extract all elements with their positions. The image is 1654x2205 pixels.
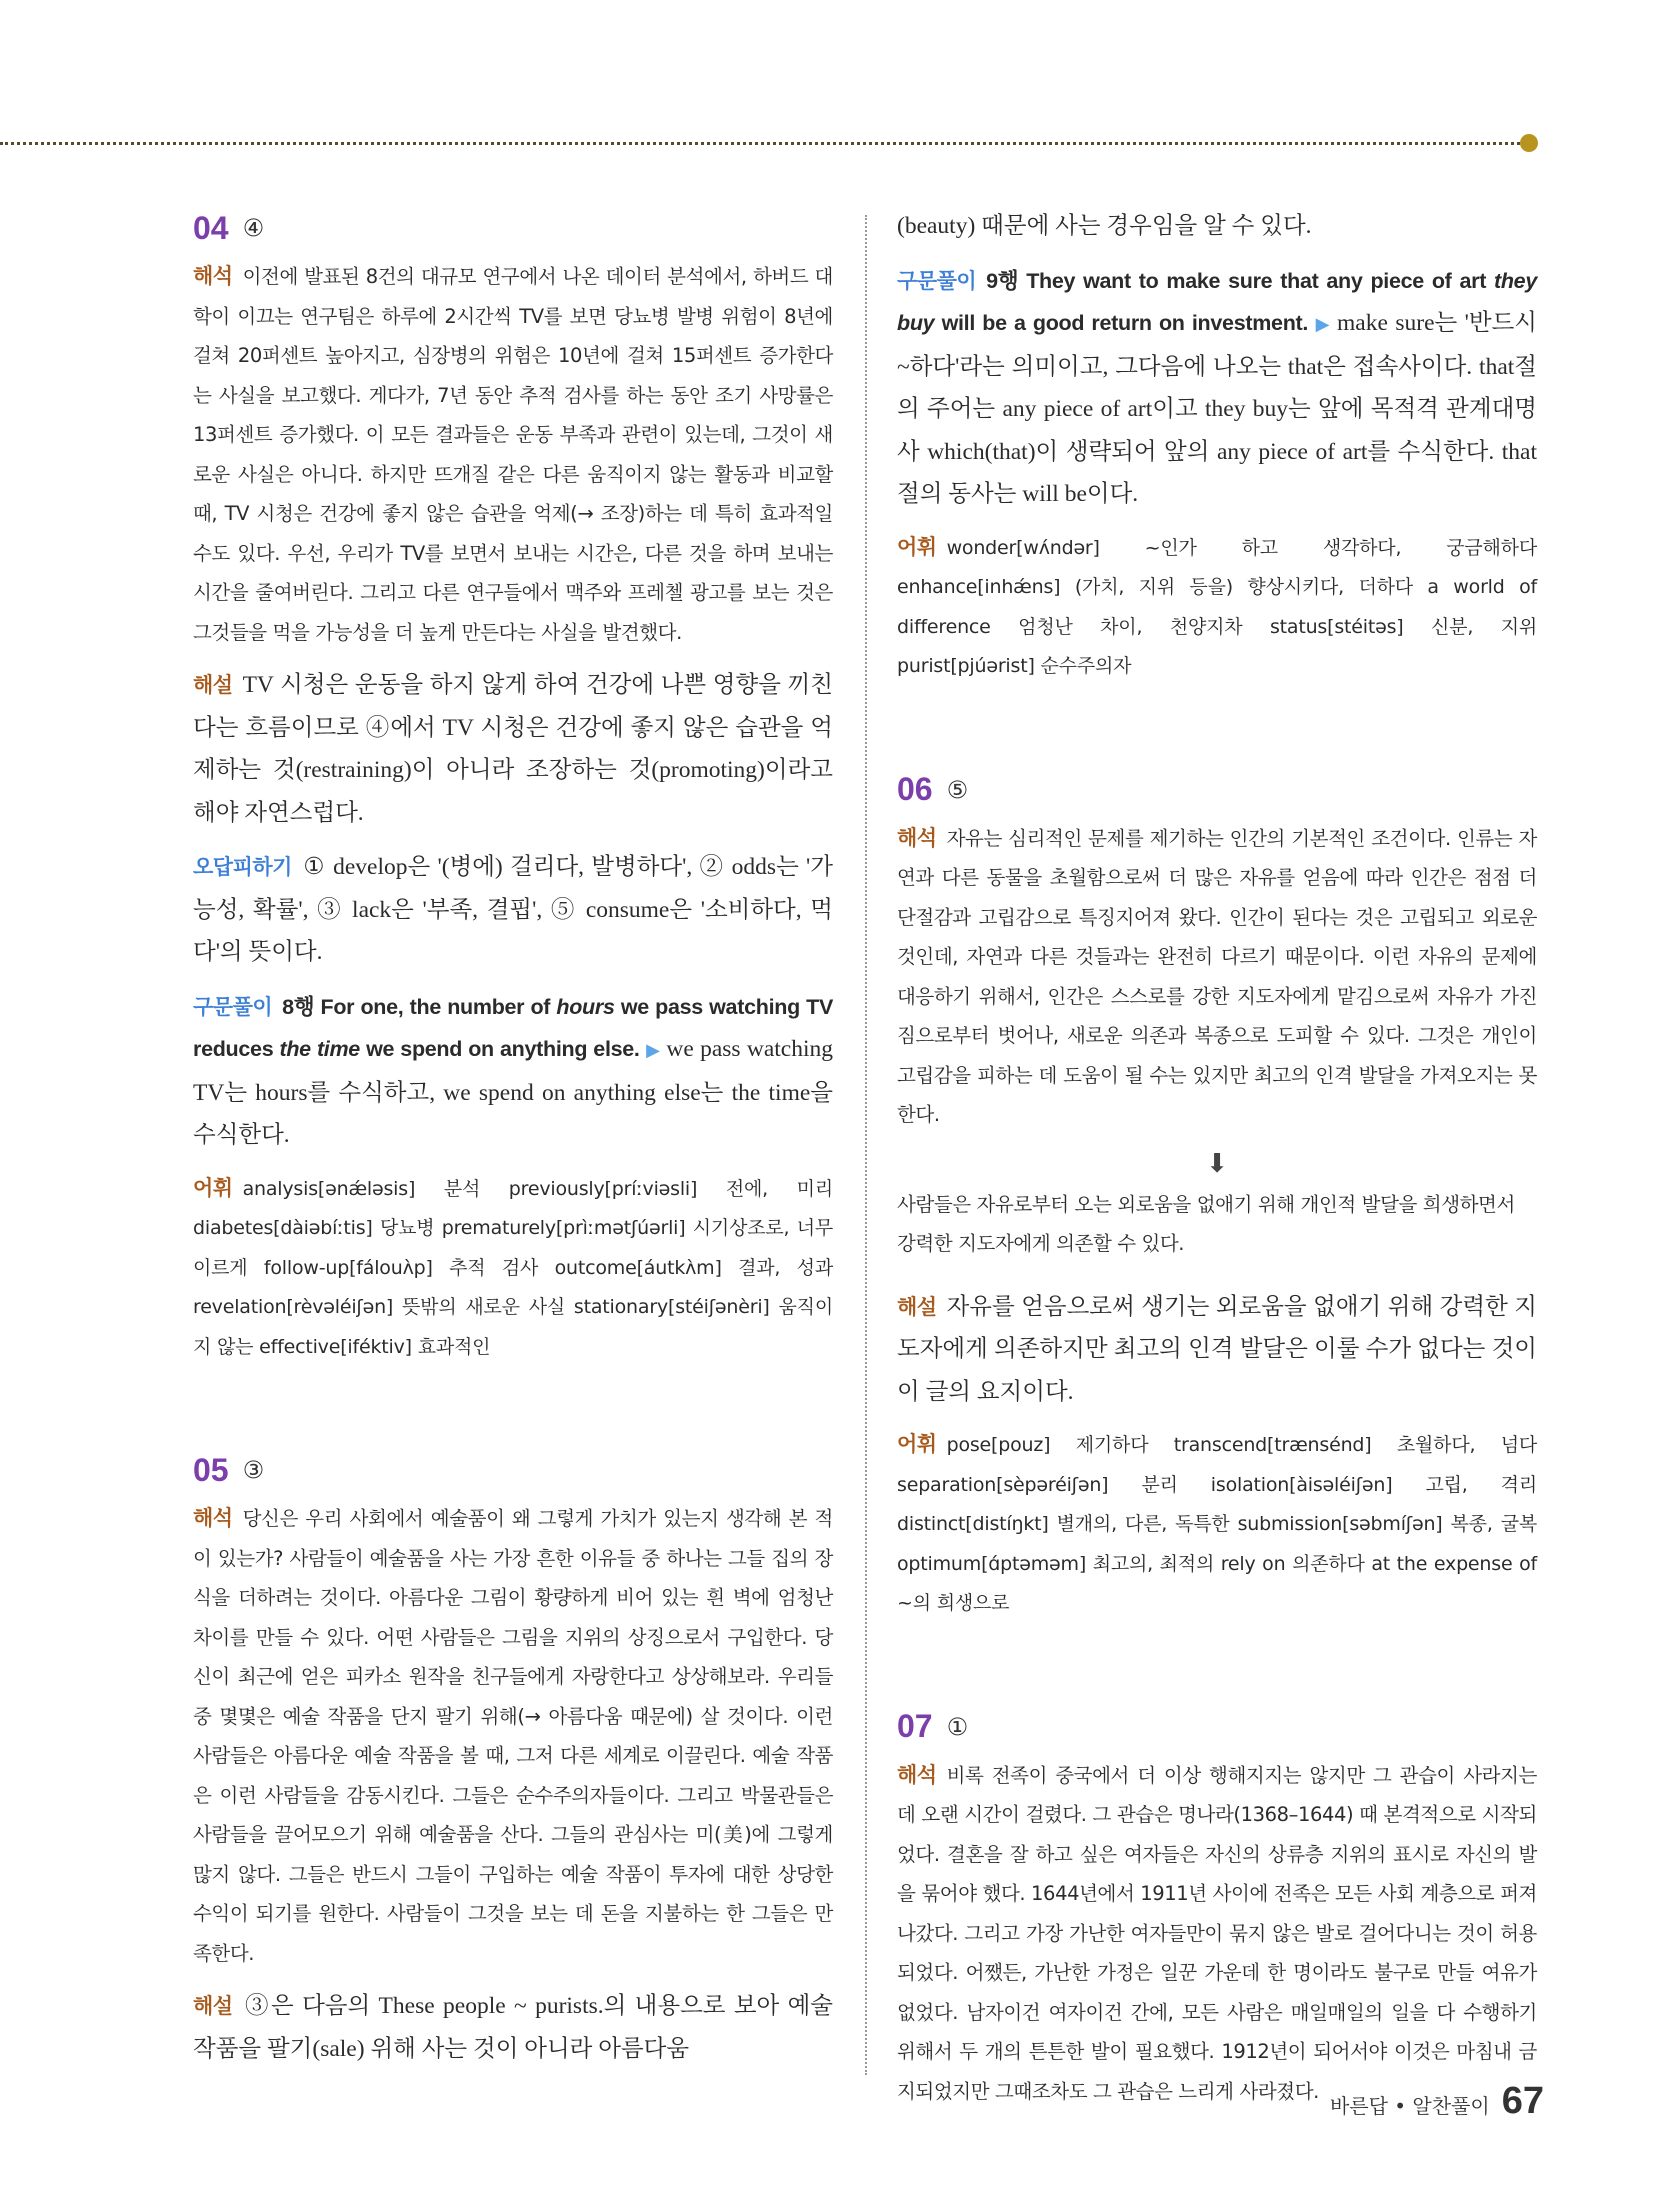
grammar-sentence-italic: the time: [279, 1037, 360, 1061]
grammar-sentence-part: we spend on anything else.: [359, 1037, 640, 1061]
translation-paragraph: [897, 819, 1537, 1135]
triangle-pointer-icon: ▶: [1314, 314, 1332, 334]
grammar-sentence-italic: they buy: [897, 268, 1537, 335]
page-number: 67: [1501, 2080, 1544, 2122]
question-05-continued: [897, 205, 1537, 687]
answer-mark: ④: [242, 214, 265, 242]
vocabulary-label: 어휘: [193, 1175, 233, 1200]
vocabulary-paragraph: [193, 1169, 833, 1368]
question-number: 07: [897, 1708, 933, 1744]
explanation-label: 해설: [193, 673, 233, 697]
vocabulary-text: wonder[wʌ́ndər] ~인가 하고 생각하다, 궁금해하다 enhance[inhǽns] (가치, 지위 등을) 향상시키다, 더하다 a world of difference 엄청난 차이, 천양지차 status[stéitəs] 신분, 지위 purist[pjúərist] 순수주의자: [897, 536, 1537, 677]
translation-label: 해석: [897, 825, 937, 850]
wrong-answer-label: 오답피하기: [193, 855, 292, 879]
summary-sentence: 사람들은 자유로부터 오는 외로움을 없애기 위해 개인적 발달을 희생하면서 강력한 지도자에게 의존할 수 있다.: [897, 1192, 1515, 1255]
translation-text: 비록 전족이 중국에서 더 이상 행해지지는 않지만 그 관습이 사라지는 데 오랜 시간이 걸렸다. 그 관습은 명나라(1368–1644) 때 본격적으로 시작되었다. 결혼을 잘 하고 싶은 여자들은 자신의 상류층 지위의 표시로 자신의 발을 묶어야 했다. 1644년에서 1911년 사이에 전족은 모든 사회 계층으로 퍼져 나갔다. 그리고 가장 가난한 여자들만이 묶지 않은 발로 걸어다니는 것이 허용되었다. 어쨌든, 가난한 가정은 일꾼 가운데 한 명이라도 불구로 만들 여유가 없었다. 남자이건 여자이건 간에, 모든 사람은 매일매일의 일을 다 수행하기 위해서 두 개의 튼튼한 발이 필요했다. 1912년이 되어서야 이것은 마침내 금지되었지만 그때조차도 그 관습은 느리게 사라졌다.: [897, 1763, 1537, 2103]
grammar-explanation: we pass watching TV는 hours를 수식하고, we spend on anything else는 the time을 수식한다.: [193, 1036, 834, 1148]
translation-label: 해석: [897, 1762, 937, 1787]
grammar-sentence-part: will be a good return on investment.: [934, 311, 1309, 335]
wrong-answer-text: ① develop은 '(병에) 걸리다, 발병하다', ② odds는 '가능성, 확률', ③ lack은 '부족, 결핍', ⑤ consume은 '소비하다, 먹다'의 뜻이다.: [193, 854, 833, 965]
explanation-continued: (beauty) 때문에 사는 경우임을 알 수 있다.: [897, 213, 1312, 239]
translation-text: 자유는 심리적인 문제를 제기하는 인간의 기본적인 조건이다. 인류는 자연과 다른 동물을 초월함으로써 더 많은 자유를 얻음에 따라 인간은 점점 더 단절감과 고립감으로 특징지어져 왔다. 인간이 된다는 것은 고립되고 외로운 것인데, 자연과 다른 것들과는 완전히 다르기 때문이다. 이런 자유의 문제에 대응하기 위해서, 인간은 스스로를 강한 지도자에게 맡김으로써 자유가 가진 짐으로부터 벗어나, 새로운 의존과 복종으로 도피할 수 있다. 그것은 개인이 고립감을 피하는 데 도움이 될 수는 있지만 최고의 인격 발달을 가져오지는 못한다.: [897, 826, 1537, 1126]
explanation-paragraph: [193, 1985, 833, 2070]
question-05: [193, 1447, 833, 2070]
explanation-paragraph: [193, 664, 833, 834]
explanation-text: TV 시청은 운동을 하지 않게 하여 건강에 나쁜 영향을 끼친다는 흐름이므로 ④에서 TV 시청은 건강에 좋지 않은 습관을 억제하는 것(restraining)이 아니라 조장하는 것(promoting)이라고 해야 자연스럽다.: [193, 672, 833, 826]
page-footer: [1330, 2080, 1544, 2123]
grammar-paragraph: [193, 986, 833, 1157]
answer-mark: ⑤: [946, 775, 969, 804]
grammar-sentence-part: we pass watching TV reduces: [193, 994, 833, 1061]
question-number: 05: [193, 1451, 229, 1488]
answer-mark: ③: [242, 1456, 265, 1484]
question-number: 04: [193, 209, 229, 246]
explanation-text: 자유를 얻음으로써 생기는 외로움을 없애기 위해 강력한 지도자에게 의존하지만 최고의 인격 발달은 이룰 수가 없다는 것이 이 글의 요지이다.: [897, 1293, 1537, 1405]
translation-text: 당신은 우리 사회에서 예술품이 왜 그렇게 가치가 있는지 생각해 본 적이 있는가? 사람들이 예술품을 사는 가장 흔한 이유들 중 하나는 그들 집의 장식을 더하려는 것이다. 아름다운 그림이 황량하게 비어 있는 흰 벽에 엄청난 차이를 만들 수 있다. 어떤 사람들은 그림을 지위의 상징으로서 구입한다. 당신이 최근에 얻은 피카소 원작을 친구들에게 자랑한다고 상상해보라. 우리들 중 몇몇은 예술 작품을 단지 팔기 위해(→ 아름다움 때문에) 살 것이다. 이런 사람들은 아름다운 예술 작품을 볼 때, 그저 다른 세계로 이끌린다. 예술 작품은 이런 사람들을 감동시킨다. 그들은 순수주의자들이다. 그리고 박물관들은 사람들을 끌어모으기 위해 예술품을 산다. 그들의 관심사는 미(美)에 그렇게 많지 않다. 그들은 반드시 그들이 구입하는 예술 작품이 투자에 대한 상당한 수익이 되기를 원한다. 사람들이 그것을 보는 데 돈을 지불하는 한 그들은 만족한다.: [193, 1507, 833, 1965]
footer-book-title: 바른답 • 알찬풀이: [1329, 2094, 1490, 2118]
explanation-text: ③은 다음의 These people ~ purists.의 내용으로 보아 예술 작품을 팔기(sale) 위해 사는 것이 아니라 아름다움: [193, 1993, 833, 2062]
explanation-paragraph: [897, 1286, 1537, 1414]
translation-label: 해석: [193, 264, 233, 288]
grammar-label: 구문풀이: [897, 268, 977, 293]
translation-paragraph: [193, 1499, 833, 1973]
question-header: [193, 205, 833, 251]
translation-paragraph: [193, 257, 833, 652]
vocabulary-paragraph: [897, 1425, 1537, 1624]
grammar-sentence-part: 9행 They want to make sure that any piece of art: [986, 268, 1494, 293]
vocabulary-text: analysis[ənǽləsis] 분석 previously[príːviəsli] 전에, 미리 diabetes[dàiəbíːtis] 당뇨병 prematurely[prìːmətʃúərli] 시기상조로, 너무 이르게 follow-up[fálouʌ̀p] 추적 검사 outcome[áutkʌ̀m] 결과, 성과 revelation[rèvəléiʃən] 뜻밖의 새로운 사실 stationary[stéiʃənèri] 움직이지 않는 effective[iféktiv] 효과적인: [193, 1177, 833, 1358]
grammar-sentence-part: 8행 For one, the number of: [282, 994, 557, 1019]
question-number: 06: [897, 771, 933, 807]
column-divider: [865, 215, 867, 2075]
arrow-down-icon: ⬇: [1206, 1148, 1228, 1179]
wrong-answer-paragraph: [193, 846, 833, 974]
header-dotted-rule: [0, 142, 1526, 145]
vocabulary-paragraph: [897, 528, 1537, 687]
header-bullet-dot: [1520, 134, 1538, 152]
grammar-paragraph: [897, 260, 1537, 516]
question-04: [193, 205, 833, 1367]
question-header: [897, 1704, 1537, 1750]
vocabulary-label: 어휘: [897, 534, 937, 559]
question-06: [897, 767, 1537, 1624]
translation-paragraph: [897, 1756, 1537, 2112]
question-header: [897, 767, 1537, 813]
right-column: [897, 205, 1537, 2123]
translation-text: 이전에 발표된 8건의 대규모 연구에서 나온 데이터 분석에서, 하버드 대학이 이끄는 연구팀은 하루에 2시간씩 TV를 보면 당뇨병 발병 위험이 8년에 걸쳐 20퍼센트 높아지고, 심장병의 위험은 10년에 걸쳐 15퍼센트 증가한다는 사실을 보고했다. 게다가, 7년 동안 추적 검사를 하는 동안 조기 사망률은 13퍼센트 증가했다. 이 모든 결과들은 운동 부족과 관련이 있는데, 그것이 새로운 사실은 아니다. 하지만 뜨개질 같은 다른 움직이지 않는 활동과 비교할 때, TV 시청은 건강에 좋지 않은 습관을 억제(→ 조장)하는 데 특히 효과적일 수도 있다. 우선, 우리가 TV를 보면서 보내는 시간은, 다른 것을 하며 보내는 시간을 줄여버린다. 그리고 다른 연구들에서 맥주와 프레첼 광고를 보는 것은 그것들을 먹을 가능성을 더 높게 만든다는 사실을 발견했다.: [193, 265, 833, 644]
grammar-explanation: make sure는 '반드시 ~하다'라는 의미이고, 그다음에 나오는 that은 접속사이다. that절의 주어는 any piece of art이고 they buy는 앞에 목적격 관계대명사 which(that)이 생략되어 앞의 any piece of art를 수식한다. that절의 동사는 will be이다.: [897, 310, 1537, 507]
left-column: [193, 205, 833, 2082]
question-header: [193, 1447, 833, 1493]
answer-mark: ①: [946, 1712, 969, 1741]
question-07: [897, 1704, 1537, 2112]
vocabulary-label: 어휘: [897, 1432, 937, 1456]
vocabulary-text: pose[pouz] 제기하다 transcend[trænsénd] 초월하다, 넘다 separation[sèpəréiʃən] 분리 isolation[àisəléiʃən] 고립, 격리 distinct[distíŋkt] 별개의, 다른, 독특한 submission[səbmíʃən] 복종, 굴복 optimum[ɑ́ptəməm] 최고의, 최적의 rely on 의존하다 at the expense of ~의 희생으로: [897, 1434, 1537, 1614]
grammar-label: 구문풀이: [193, 994, 273, 1019]
explanation-label: 해설: [897, 1294, 937, 1319]
grammar-sentence-italic: hours: [556, 994, 615, 1019]
translation-label: 해석: [193, 1506, 233, 1530]
explanation-label: 해설: [193, 1994, 233, 2018]
triangle-pointer-icon: ▶: [645, 1040, 661, 1060]
